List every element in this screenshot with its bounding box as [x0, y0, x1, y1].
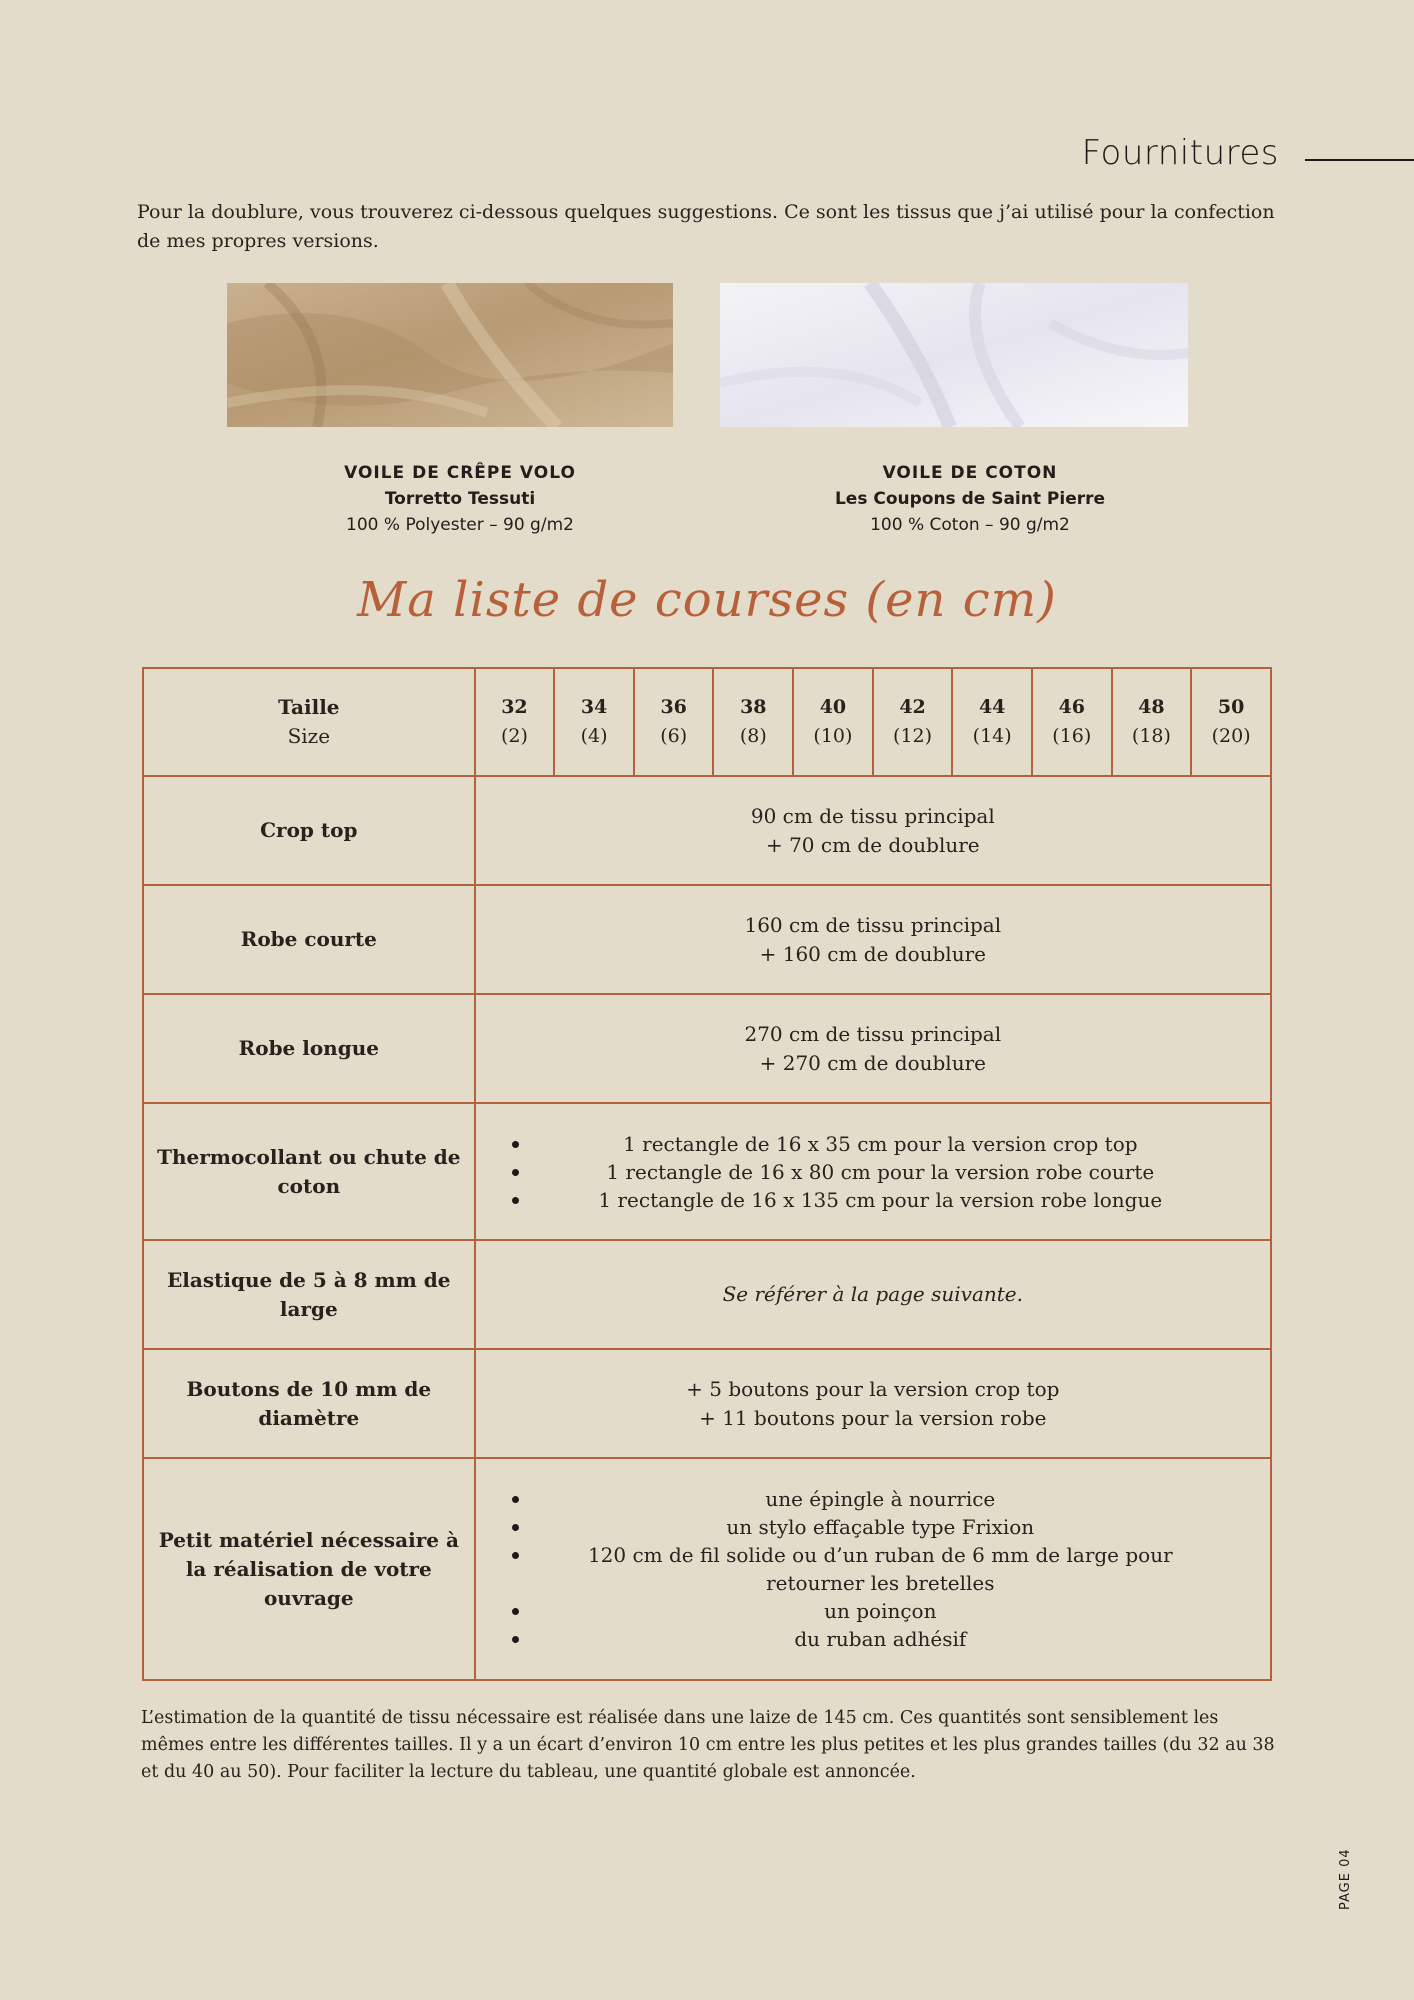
- row-value: 90 cm de tissu principal + 70 cm de doublure: [475, 776, 1271, 885]
- row-label: Elastique de 5 à 8 mm de large: [143, 1240, 475, 1349]
- size-cell: 34 (4): [554, 668, 634, 776]
- row-value: 160 cm de tissu principal + 160 cm de doublure: [475, 885, 1271, 994]
- beige-silk-fabric-image: [227, 283, 673, 427]
- page-number: PAGE 04: [1338, 1848, 1353, 1910]
- row-value: [475, 1458, 1271, 1680]
- bullet-list: [484, 1485, 1262, 1653]
- intro-paragraph: Pour la doublure, vous trouverez ci-dessous quelques suggestions. Ce sont les tissus que j’ai utilisé pour la confection de mes propres versions.: [137, 201, 1275, 252]
- size-cell: 32 (2): [475, 668, 555, 776]
- row-label: Boutons de 10 mm de diamètre: [143, 1349, 475, 1458]
- size-cell: 36 (6): [634, 668, 714, 776]
- row-label: Crop top: [143, 776, 475, 885]
- table-row-elastique: [143, 1240, 1271, 1349]
- size-cell: 40 (10): [793, 668, 873, 776]
- row-value: [475, 1103, 1271, 1240]
- row-value: + 5 boutons pour la version crop top + 11 boutons pour la version robe: [475, 1349, 1271, 1458]
- size-header-row: [143, 668, 1271, 776]
- size-cell: 48 (18): [1112, 668, 1192, 776]
- table-row-boutons: [143, 1349, 1271, 1458]
- list-item: 1 rectangle de 16 x 80 cm pour la version robe courte: [504, 1158, 1242, 1186]
- row-label: Thermocollant ou chute de coton: [143, 1103, 475, 1240]
- list-item: une épingle à nourrice: [504, 1485, 1242, 1513]
- fabric-name: VOILE DE CRÊPE VOLO: [344, 463, 576, 483]
- row-value: 270 cm de tissu principal + 270 cm de doublure: [475, 994, 1271, 1103]
- footnote-paragraph: L’estimation de la quantité de tissu nécessaire est réalisée dans une laize de 145 cm. Ces quantités sont sensiblement les mêmes entre les différentes tailles. Il y a un écart d’environ 10 cm entre les plus petites et les plus grandes tailles (du 32 au 38 et du 40 au 50). Pour faciliter la lecture du tableau, une quantité globale est annoncée.: [141, 1708, 1275, 1782]
- table-row-thermocollant: [143, 1103, 1271, 1240]
- size-cell: 38 (8): [713, 668, 793, 776]
- list-item: 120 cm de fil solide ou d’un ruban de 6 mm de large pour retourner les bretelles: [504, 1541, 1242, 1597]
- fabric-shop: Torretto Tessuti: [384, 489, 536, 509]
- table-row-robe-courte: [143, 885, 1271, 994]
- table-row-crop-top: [143, 776, 1271, 885]
- fabric-composition: 100 % Coton – 90 g/m2: [870, 515, 1070, 535]
- list-item: un stylo effaçable type Frixion: [504, 1513, 1242, 1541]
- table-row-robe-longue: [143, 994, 1271, 1103]
- fabric-composition: 100 % Polyester – 90 g/m2: [346, 515, 574, 535]
- table-row-petit-materiel: [143, 1458, 1271, 1680]
- title-rule: [1305, 159, 1414, 161]
- supplies-table: [142, 667, 1272, 1681]
- list-item: du ruban adhésif: [504, 1625, 1242, 1653]
- bullet-list: [484, 1130, 1262, 1214]
- row-value: Se référer à la page suivante.: [475, 1240, 1271, 1349]
- size-cell: 46 (16): [1032, 668, 1112, 776]
- row-label: Robe longue: [143, 994, 475, 1103]
- shopping-list-title: Ma liste de courses (en cm): [357, 572, 1057, 628]
- section-title: Fournitures: [1081, 133, 1279, 173]
- size-cell: 42 (12): [873, 668, 953, 776]
- size-header-label: Taille Size: [143, 668, 475, 776]
- white-cotton-fabric-image: [720, 283, 1188, 427]
- fabric-name: VOILE DE COTON: [882, 463, 1058, 483]
- list-item: 1 rectangle de 16 x 135 cm pour la version robe longue: [504, 1186, 1242, 1214]
- list-item: 1 rectangle de 16 x 35 cm pour la version crop top: [504, 1130, 1242, 1158]
- fabric-shop: Les Coupons de Saint Pierre: [834, 489, 1106, 509]
- fabric-caption-crepe: [270, 460, 650, 538]
- size-cell: 44 (14): [952, 668, 1032, 776]
- fabric-caption-coton: [780, 460, 1160, 538]
- list-item: un poinçon: [504, 1597, 1242, 1625]
- size-cell: 50 (20): [1191, 668, 1271, 776]
- row-label: Robe courte: [143, 885, 475, 994]
- row-label: Petit matériel nécessaire à la réalisation de votre ouvrage: [143, 1458, 475, 1680]
